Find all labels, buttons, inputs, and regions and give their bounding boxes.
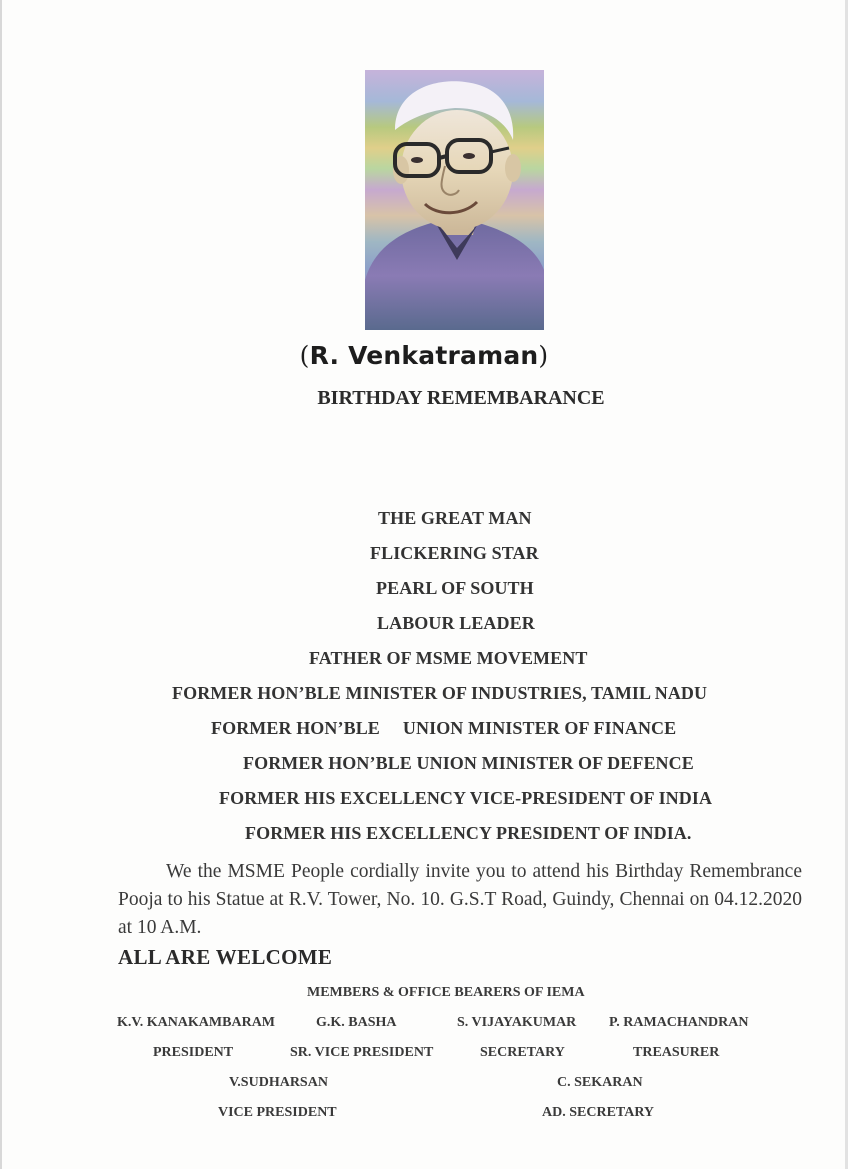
bearer-name: C. SEKARAN xyxy=(557,1075,643,1090)
members-heading: MEMBERS & OFFICE BEARERS OF IEMA xyxy=(307,985,585,1000)
honor-line: THE GREAT MAN xyxy=(378,508,532,528)
bearer-role: SECRETARY xyxy=(480,1045,565,1060)
invitation-paragraph xyxy=(118,858,802,942)
bearer-name: S. VIJAYAKUMAR xyxy=(457,1015,577,1030)
bearer-role: SR. VICE PRESIDENT xyxy=(290,1045,434,1060)
honor-line: LABOUR LEADER xyxy=(377,613,535,633)
bearer-name: P. RAMACHANDRAN xyxy=(609,1015,749,1030)
bearer-name: G.K. BASHA xyxy=(316,1015,397,1030)
bearer-role: PRESIDENT xyxy=(153,1045,234,1060)
welcome-line: ALL ARE WELCOME xyxy=(118,945,333,969)
honor-line: FORMER HON’BLE UNION MINISTER OF DEFENCE xyxy=(243,753,694,773)
honor-line: PEARL OF SOUTH xyxy=(376,578,534,598)
bearer-name: V.SUDHARSAN xyxy=(229,1075,328,1090)
name-close-paren: ) xyxy=(538,341,549,370)
name-open-paren: ( xyxy=(299,341,310,370)
invitation-text: We the MSME People cordially invite you to attend his Birthday Remembrance Pooja to his Statue at R.V. Tower, No. 10. G.S.T Road, Guindy, Chennai on 04.12.2020 at 10 A.M. xyxy=(118,861,802,938)
bearer-role: VICE PRESIDENT xyxy=(218,1105,337,1120)
honor-line: FATHER OF MSME MOVEMENT xyxy=(309,648,588,668)
portrait-photo xyxy=(365,70,544,330)
honor-line: FORMER HON’BLE MINISTER OF INDUSTRIES, TAMIL NADU xyxy=(172,683,708,703)
event-title: BIRTHDAY REMEMBARANCE xyxy=(317,387,605,409)
bearer-role: AD. SECRETARY xyxy=(542,1105,655,1120)
name-text: R. Venkatraman xyxy=(309,341,539,370)
honor-line: FORMER HIS EXCELLENCY PRESIDENT OF INDIA. xyxy=(245,823,692,843)
scan-edge-left xyxy=(0,0,2,1169)
portrait-figure xyxy=(365,70,544,330)
honor-line: FLICKERING STAR xyxy=(370,543,539,563)
bearer-name: K.V. KANAKAMBARAM xyxy=(117,1015,276,1030)
honor-line: FORMER HIS EXCELLENCY VICE-PRESIDENT OF INDIA xyxy=(219,788,713,808)
bearer-role: TREASURER xyxy=(633,1045,720,1060)
honoree-name xyxy=(0,341,848,370)
honor-line: FORMER HON’BLE UNION MINISTER OF FINANCE xyxy=(211,718,677,738)
